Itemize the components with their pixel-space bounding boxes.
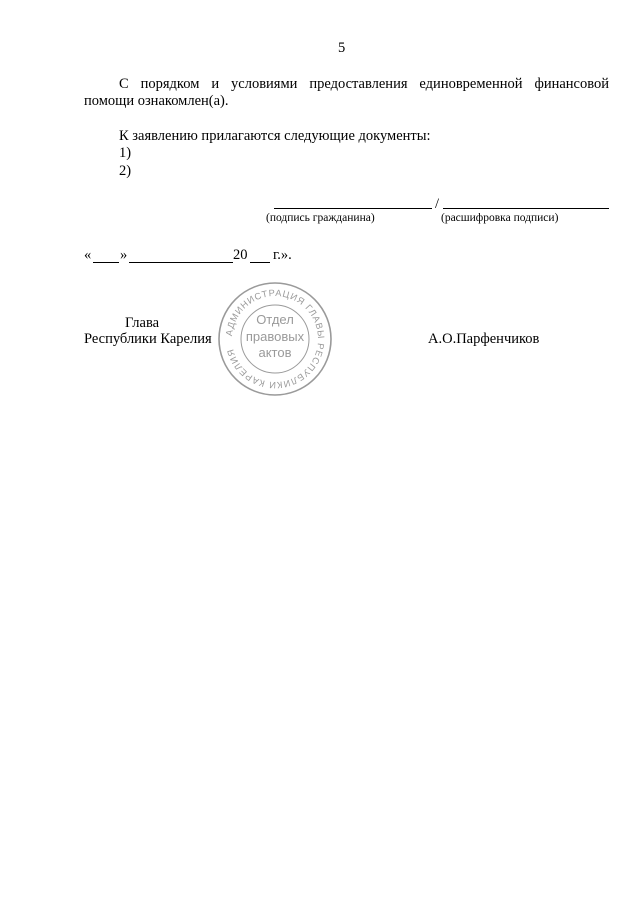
- date-close-quote: »: [120, 247, 128, 263]
- page-number: 5: [338, 40, 346, 56]
- signatory-title-line-1: Глава: [125, 315, 160, 331]
- date-year-blank: [250, 262, 270, 263]
- date-month-blank: [129, 262, 233, 263]
- date-open-quote: «: [84, 247, 92, 263]
- stamp-center-line-2: правовых: [245, 329, 305, 344]
- acknowledgement-line-2: помощи ознакомлен(а).: [84, 93, 229, 109]
- signatory-name: А.О.Парфенчиков: [428, 331, 540, 347]
- decoding-caption: (расшифровка подписи): [441, 212, 559, 224]
- date-year-suffix: г.».: [273, 247, 292, 263]
- stamp-center-line-1: Отдел: [256, 312, 294, 327]
- signature-caption: (подпись гражданина): [266, 212, 375, 224]
- attachment-item-1: 1): [119, 145, 132, 161]
- signature-separator: /: [435, 196, 440, 212]
- date-year-prefix: 20: [233, 247, 248, 263]
- signatory-title-line-2: Республики Карелия: [84, 331, 212, 347]
- stamp-center-line-3: актов: [258, 345, 292, 360]
- acknowledgement-line-1: С порядком и условиями предоставления единовременной финансовой: [119, 76, 609, 92]
- attachment-item-2: 2): [119, 163, 132, 179]
- stamp-ring-text: АДМИНИСТРАЦИЯ ГЛАВЫ РЕСПУБЛИКИ КАРЕЛИЯ: [224, 287, 327, 391]
- signature-decoding-line: [443, 208, 609, 209]
- signature-line: [274, 208, 432, 209]
- department-stamp: [217, 281, 333, 397]
- attachments-intro: К заявлению прилагаются следующие документы:: [119, 128, 431, 144]
- date-day-blank: [93, 262, 119, 263]
